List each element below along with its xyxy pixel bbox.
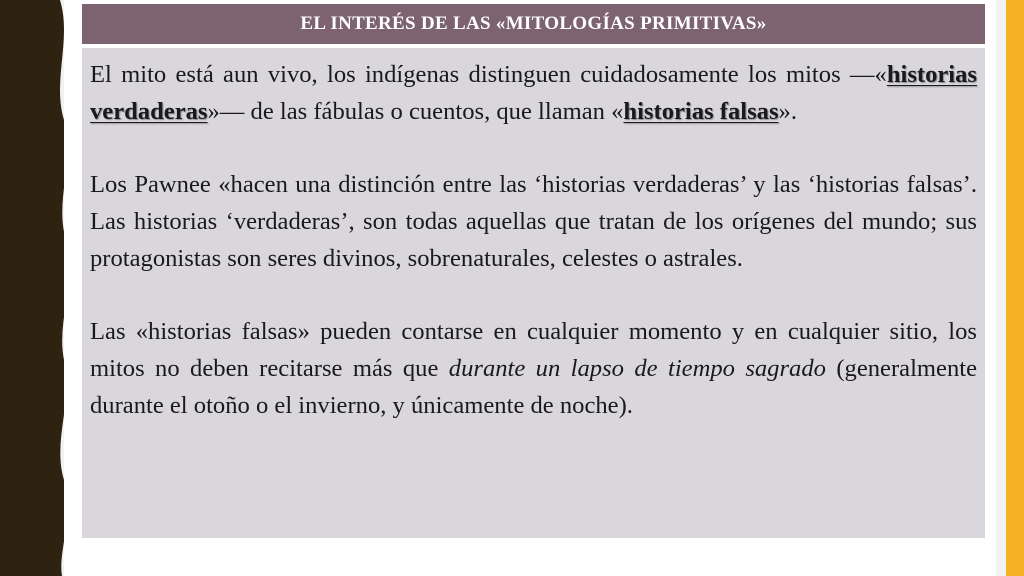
content-box	[82, 48, 985, 538]
p1-emphasis-false-stories: historias falsas	[623, 98, 779, 125]
paragraph-1	[90, 56, 977, 130]
paragraph-2: Los Pawnee «hacen una distinción entre las ‘historias verdaderas’ y las ‘historias falsas’. Las historias ‘verdaderas’, son todas aquellas que tratan de los orígenes del mundo; sus protagonistas son seres divinos, sobrenaturales, celestes o astrales.	[90, 171, 977, 272]
decorative-right-accent	[1006, 0, 1024, 576]
title-bar	[82, 4, 985, 46]
p1-text-1: El mito está aun vivo, los indígenas distinguen cuidadosamente los mitos —«	[90, 61, 887, 88]
paragraph-gap	[90, 130, 977, 166]
p1-text-3: ».	[778, 98, 797, 125]
p1-text-2: »— de las fábulas o cuentos, que llaman «	[207, 98, 624, 125]
paragraph-gap	[90, 277, 977, 313]
p3-text-2: (generalmente durante el otoño o el invierno, y únicamente de noche).	[90, 355, 977, 419]
p3-text-1: Las «historias falsas» pueden contarse en cualquier momento y en cualquier sitio, los mitos no deben recitarse más que	[90, 318, 977, 382]
paragraph-3	[90, 313, 977, 424]
slide-title: EL INTERÉS DE LAS «MITOLOGÍAS PRIMITIVAS»	[300, 13, 767, 34]
p1-emphasis-true-stories: historias verdaderas	[90, 61, 977, 125]
p3-italic-text: durante un lapso de tiempo sagrado	[448, 355, 826, 382]
